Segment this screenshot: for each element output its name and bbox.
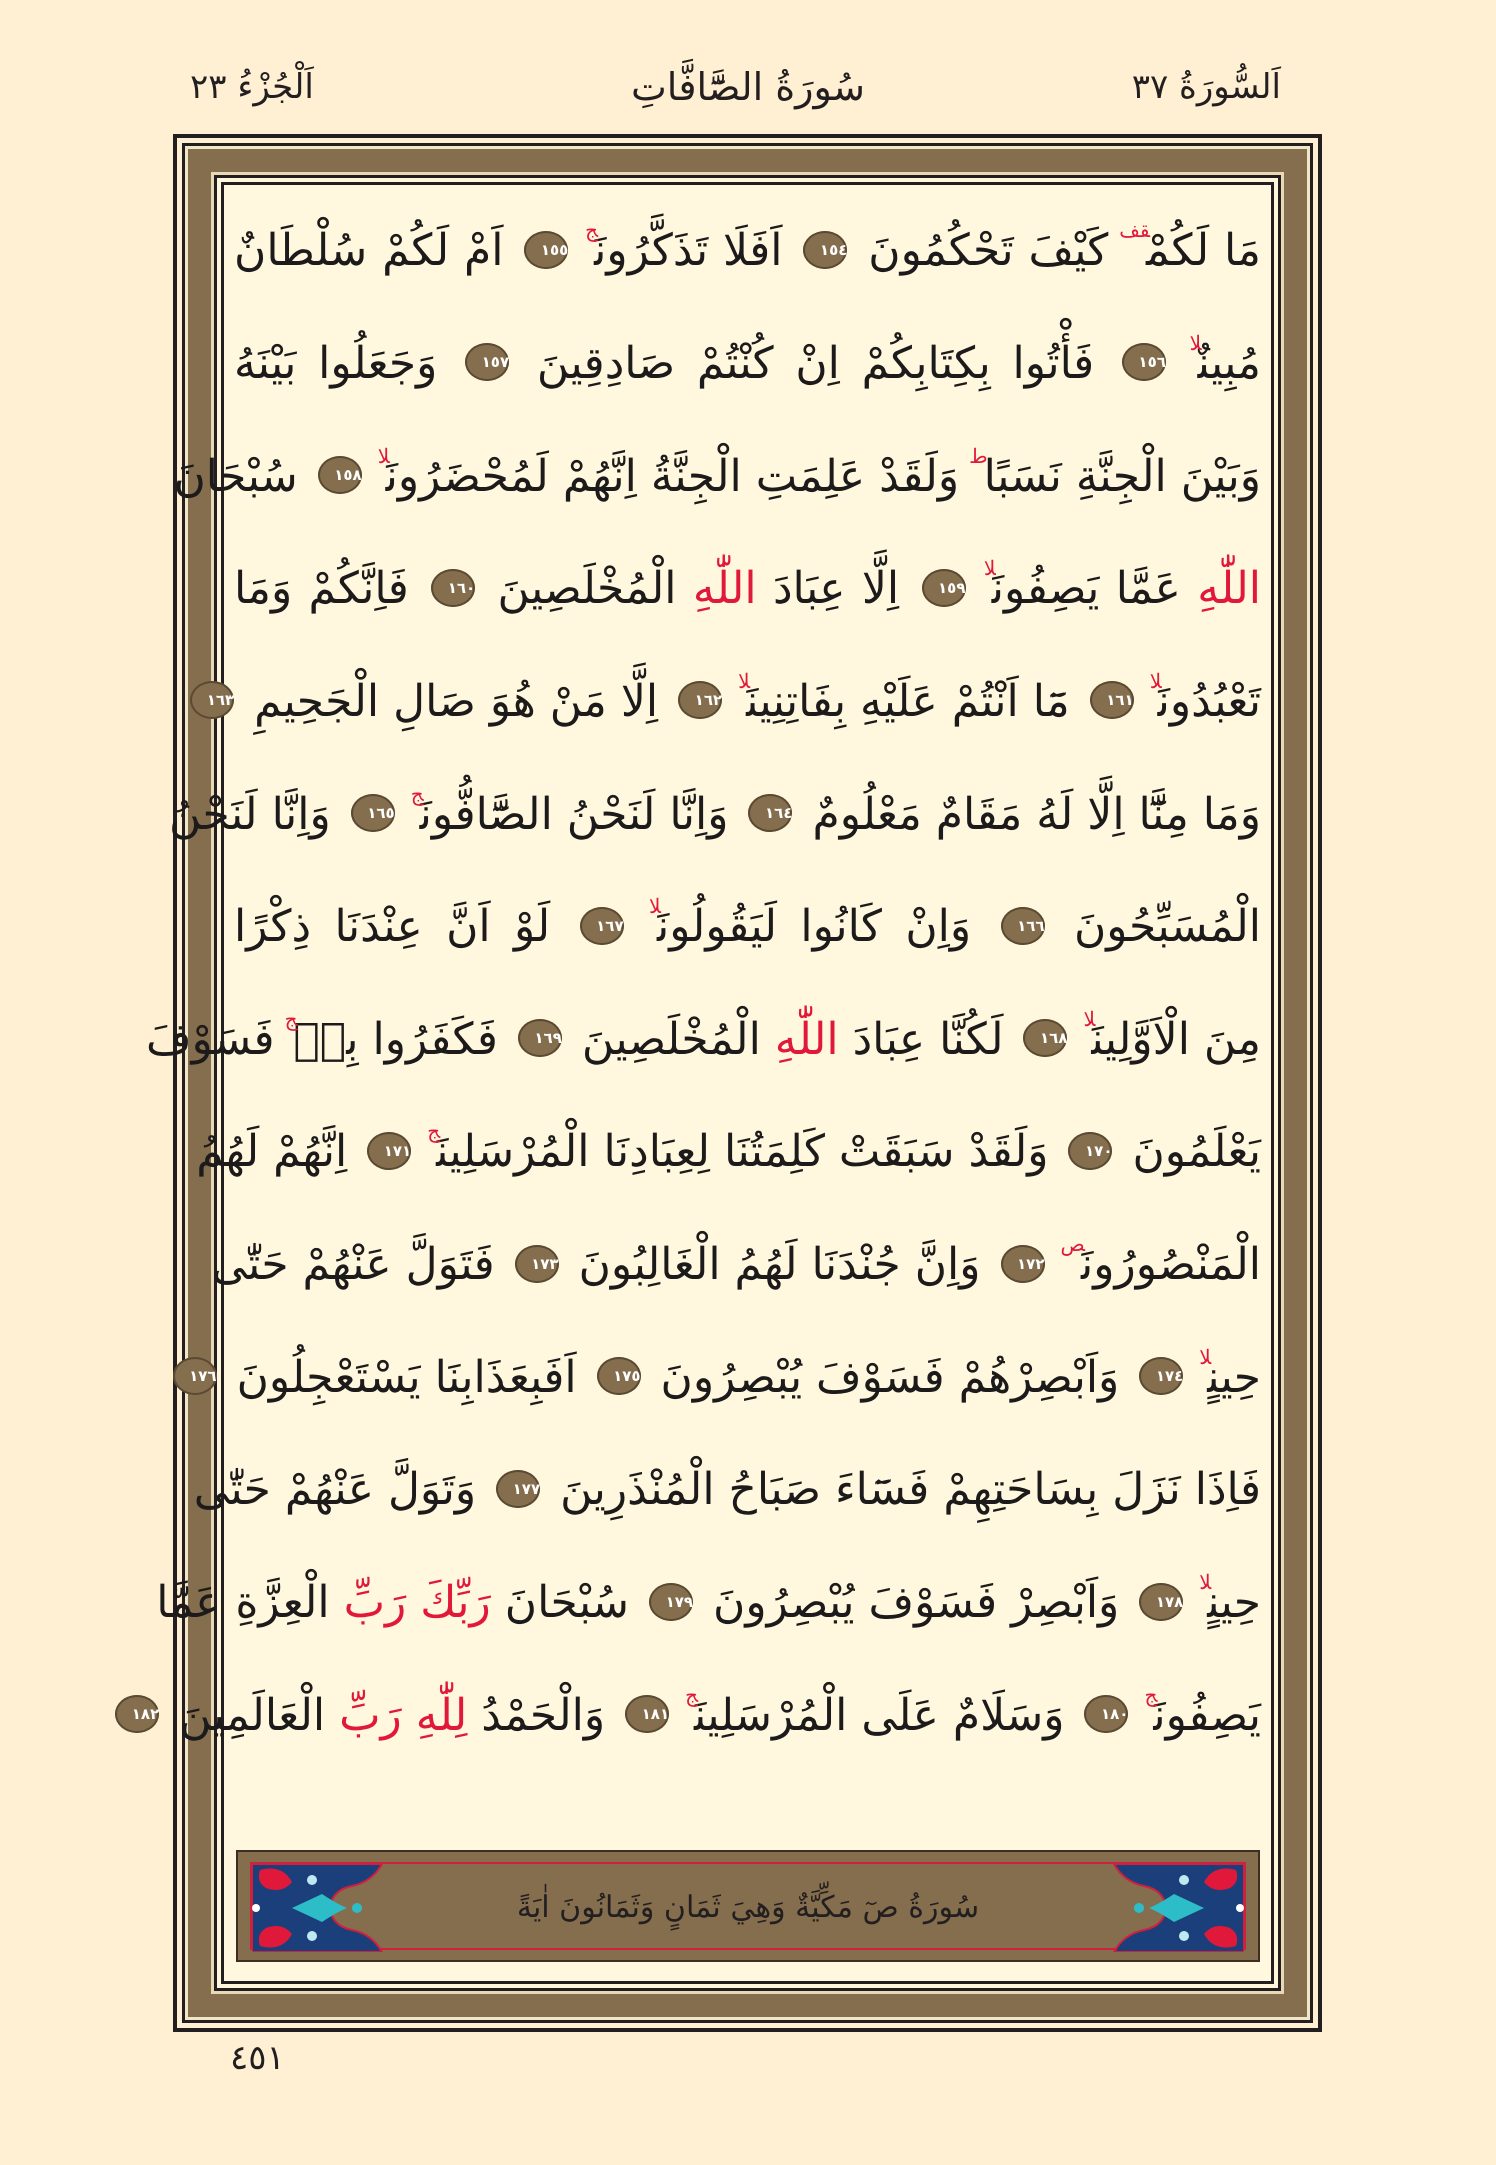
page-header [0,62,1496,122]
surah-banner [236,1850,1260,1962]
verse-text: يَعْلَمُونَ [1118,1126,1261,1178]
ayah-number-marker: ١٧٣ [515,1245,559,1283]
floral-ornament-icon [1094,1864,1244,1952]
ayah-number-marker: ١٧٢ [1001,1245,1045,1283]
verse-text: الْمَنْصُورُونَ [1081,1239,1261,1291]
verse-text: فَأْتُوا بِكِتَابِكُمْ اِنْ كُنْتُمْ صَادِقِينَ [515,337,1116,389]
ayah-number-marker: ١٦٩ [518,1019,562,1057]
ayah-number-marker: ١٦٣ [190,681,234,719]
verse-text: اَفَلَا تَذَكَّرُونَ [594,225,798,277]
verse-text: وَاِنَّا لَنَحْنُ الصَّٓافُّونَ [419,788,743,840]
ayah-number-marker: ١٦٠ [431,569,475,607]
ayah-number-marker: ١٥٩ [922,569,966,607]
verse-line [234,208,1261,294]
verse-text: الْمُخْلَصِينَ [567,1013,775,1065]
page-number: ٤٥١ [230,2038,285,2078]
ayah-number-marker: ١٦١ [1090,681,1134,719]
ayah-number-marker: ١٥٦ [1122,343,1166,381]
ayah-number-marker: ١٧٠ [1068,1132,1112,1170]
divine-name-text: لِلّٰهِ رَبِّ [339,1689,468,1741]
pause-mark: ج [410,781,424,806]
pause-mark: قف [1119,218,1151,243]
juz-label: اَلْجُزْءُ ٢٣ [190,67,314,107]
surah-number-label: اَلسُّورَةُ ٣٧ [1131,67,1281,107]
ayah-number-marker: ١٥٥ [524,231,568,269]
pause-mark: لا [1199,1570,1212,1595]
verse-text: وَاِنَّا لَنَحْنُ [169,788,345,840]
verse-text: كَيْفَ تَحْكُمُونَ [853,225,1124,277]
verse-text: وَلَقَدْ عَلِمَتِ الْجِنَّةُ اِنَّهُمْ لَمُحْضَرُونَ [385,450,974,502]
pause-mark: لا [738,668,751,693]
pause-mark: ج [284,1006,298,1031]
banner-title: سُورَةُ صٓ مَكِّيَّةٌ وَهِيَ ثَمَانٍ وَثَمَانُونَ اٰيَةً [516,1890,980,1925]
verse-text: لَكُنَّا عِبَادَ [838,1013,1018,1065]
ayah-number-marker: ١٧٥ [597,1357,641,1395]
ayah-number-marker: ١٨٢ [115,1695,159,1733]
pause-mark: ج [1144,1682,1158,1707]
verse-text: وَاَبْصِرْهُمْ فَسَوْفَ يُبْصِرُونَ [646,1351,1134,1403]
ayah-number-marker: ١٧٨ [1139,1583,1183,1621]
quran-text-panel [131,182,1271,1982]
pause-mark: لا [1189,330,1202,355]
verse-line [206,659,1261,745]
banner-inner-border [250,1862,1246,1950]
verse-text: وَمَا مِنَّٓا اِلَّا لَهُ مَقَامٌ مَعْلُومٌ [798,788,1261,840]
ayah-number-marker: ١٨١ [625,1695,669,1733]
ayah-number-marker: ١٥٨ [318,456,362,494]
verse-text: وَالْحَمْدُ [467,1689,620,1741]
verse-line [234,546,1261,632]
pause-mark: ج [427,1119,441,1144]
divine-name-text: اللّٰهِ [1197,563,1261,615]
verse-text: فَكَفَرُوا بِهٖ [293,1013,512,1065]
verse-text: مَا لَكُمْ [1146,225,1261,277]
ayah-number-marker: ١٧٧ [496,1470,540,1508]
verse-text: وَاِنَّ جُنْدَنَا لَهُمُ الْغَالِبُونَ [564,1239,995,1291]
verse-text: سُبْحَانَ [490,1577,644,1629]
divine-name-text: اللّٰهِ [774,1013,839,1065]
verse-text: اَمْ لَكُمْ سُلْطَانٌ [234,225,519,277]
verse-text: وَلَقَدْ سَبَقَتْ كَلِمَتُنَا لِعِبَادِنَا الْمُرْسَلِينَ [436,1126,1063,1178]
verse-text: اِلَّا مَنْ هُوَ صَالِ الْجَحِيمِ [240,675,673,727]
verse-text: وَتَوَلَّ عَنْهُمْ حَتّٰى [193,1464,491,1516]
ayah-number-marker: ١٦٤ [748,794,792,832]
pause-mark: ج [585,218,599,243]
verse-line [211,1222,1261,1308]
verse-line [131,1673,1261,1759]
pause-mark: ط [969,443,988,468]
verse-text: وَبَيْنَ الْجِنَّةِ نَسَبًا [983,450,1261,502]
verse-text: وَاِنْ كَانُوا لَيَقُولُونَ [656,901,995,953]
verse-text: اِلَّا عِبَادَ [756,563,916,615]
ayah-number-marker: ١٦٥ [351,794,395,832]
verse-line [173,434,1261,520]
verse-text: حِينٍ [1207,1577,1261,1629]
ayah-number-marker: ١٧٩ [649,1583,693,1621]
ayah-number-marker: ١٦٧ [580,907,624,945]
verse-text: وَاَبْصِرْ فَسَوْفَ يُبْصِرُونَ [699,1577,1134,1629]
ayah-number-marker: ١٧٤ [1139,1357,1183,1395]
verse-text: الْعِزَّةِ عَمَّا [156,1577,344,1629]
ayah-number-marker: ١٥٧ [465,343,509,381]
verse-text: اَفَبِعَذَابِنَا يَسْتَعْجِلُونَ [222,1351,591,1403]
verse-text: اِنَّهُمْ لَهُمُ [196,1126,362,1178]
divine-name-text: اللّٰهِ [692,563,757,615]
ayah-number-marker: ١٦٨ [1023,1019,1067,1057]
verse-text: مَٓا اَنْتُمْ عَلَيْهِ بِفَاتِنِينَ [746,675,1084,727]
verse-text: يَصِفُونَ [1153,1689,1261,1741]
verse-text: فَسَوْفَ [145,1013,289,1065]
pause-mark: لا [377,443,390,468]
ayah-number-marker: ١٥٤ [803,231,847,269]
verse-text: فَتَوَلَّ عَنْهُمْ حَتّٰى [211,1239,509,1291]
pause-mark: ج [685,1682,699,1707]
verse-text: لَوْ اَنَّ عِنْدَنَا ذِكْرًا [234,901,574,953]
verse-line [196,1109,1261,1195]
verse-text: مِنَ الْاَوَّلِينَ [1091,1013,1261,1065]
verse-line [156,1560,1261,1646]
verse-text: وَجَعَلُوا بَيْنَهُ [234,337,460,389]
divine-name-text: رَبِّكَ رَبِّ [343,1577,491,1629]
verse-line [189,1335,1261,1421]
verse-text: تَعْبُدُونَ [1157,675,1261,727]
ayah-number-marker: ١٨٠ [1084,1695,1128,1733]
verse-text: مُبِينٌ [1197,337,1261,389]
verse-text: فَاِنَّكُمْ وَمَا [234,563,426,615]
ayah-number-marker: ١٧٦ [173,1357,217,1395]
verse-line [169,772,1261,858]
verse-line [145,997,1261,1083]
surah-title: سُورَةُ الصَّٓافَّاتِ [631,65,865,109]
pause-mark: لا [983,556,996,581]
verse-text: عَمَّا يَصِفُونَ [991,563,1198,615]
pause-mark: لا [649,894,661,919]
verse-text: سُبْحَانَ [173,450,312,502]
verse-text: الْمُخْلَصِينَ [481,563,693,615]
pause-mark: لا [1149,668,1162,693]
pause-mark: لا [1083,1006,1096,1031]
verse-text: حِينٍ [1207,1351,1261,1403]
verse-line [234,884,1261,970]
pause-mark: لا [1199,1344,1212,1369]
ayah-number-marker: ١٦٦ [1001,907,1045,945]
verse-text: فَاِذَا نَزَلَ بِسَاحَتِهِمْ فَسَٓاءَ صَبَاحُ الْمُنْذَرِينَ [546,1464,1261,1516]
verse-line [193,1447,1261,1533]
ayah-number-marker: ١٦٢ [678,681,722,719]
verse-line [234,321,1261,407]
verse-text: وَسَلَامٌ عَلَى الْمُرْسَلِينَ [694,1689,1079,1741]
pause-mark: ص [1060,1232,1086,1257]
ayah-number-marker: ١٧١ [367,1132,411,1170]
verse-text: الْمُسَبِّحُونَ [1050,901,1261,953]
verse-text: الْعَالَمِينَ [165,1689,340,1741]
